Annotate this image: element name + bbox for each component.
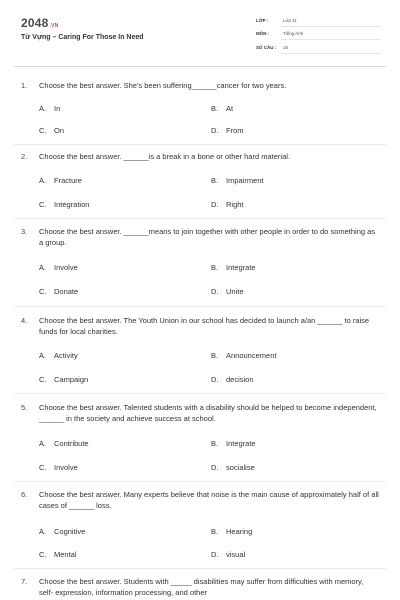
class-field: [256, 18, 380, 27]
question-number: 6.: [21, 490, 28, 499]
option-text: Activity: [54, 351, 78, 360]
option-letter: C.: [39, 550, 47, 559]
question-divider: [14, 218, 386, 219]
option-letter: A.: [39, 351, 47, 360]
option-letter: B.: [211, 263, 219, 272]
option-c[interactable]: [39, 126, 64, 135]
option-text: In: [54, 104, 61, 113]
question-text: Choose the best answer. ______is a break in a bone or other hard material.: [39, 152, 290, 161]
option-letter: C.: [39, 287, 47, 296]
subject-underline: [281, 39, 380, 40]
option-text: Involve: [54, 463, 78, 472]
option-letter: C.: [39, 375, 47, 384]
option-d[interactable]: [211, 375, 254, 384]
question-count-field: [256, 45, 380, 54]
option-letter: C.: [39, 200, 47, 209]
option-letter: D.: [211, 126, 219, 135]
option-a[interactable]: [39, 104, 60, 113]
option-b[interactable]: [211, 263, 256, 272]
option-text: visual: [226, 550, 246, 559]
logo-main-text: 2048: [21, 16, 49, 30]
question-number: 2.: [21, 152, 28, 161]
option-text: Right: [226, 200, 244, 209]
option-a[interactable]: [39, 527, 85, 536]
question-number: 1.: [21, 81, 28, 90]
option-letter: D.: [211, 287, 219, 296]
option-d[interactable]: [211, 463, 255, 472]
option-c[interactable]: [39, 463, 78, 472]
question-number: 3.: [21, 227, 28, 236]
option-text: Fracture: [54, 176, 82, 185]
question-number: 7.: [21, 577, 28, 586]
option-c[interactable]: [39, 550, 77, 559]
option-text: Mental: [54, 550, 77, 559]
option-text: Announcement: [226, 351, 277, 360]
option-letter: C.: [39, 463, 47, 472]
question-divider: [14, 481, 386, 482]
worksheet-title: Từ Vựng – Caring For Those In Need: [21, 34, 144, 41]
option-b[interactable]: [211, 527, 252, 536]
option-text: Unite: [226, 287, 244, 296]
option-text: From: [226, 126, 244, 135]
subject-label: MÔN :: [256, 31, 270, 36]
worksheet-header: [0, 0, 400, 64]
question-divider: [14, 306, 386, 307]
option-a[interactable]: [39, 263, 78, 272]
question-count-underline: [281, 53, 380, 54]
option-d[interactable]: [211, 550, 245, 559]
option-letter: B.: [211, 176, 219, 185]
subject-field: [256, 31, 380, 40]
option-letter: A.: [39, 527, 47, 536]
option-text: Integrate: [226, 263, 256, 272]
option-d[interactable]: [211, 200, 244, 209]
logo-suffix-text: .VN: [49, 23, 59, 29]
option-letter: D.: [211, 375, 219, 384]
class-label: LỚP :: [256, 18, 269, 23]
class-value: Lớp 11: [283, 18, 297, 23]
subject-value: Tiếng Anh: [283, 31, 304, 36]
option-text: Integrate: [226, 439, 256, 448]
option-b[interactable]: [211, 439, 256, 448]
option-text: decision: [226, 375, 254, 384]
option-text: Cognitive: [54, 527, 86, 536]
option-letter: B.: [211, 104, 219, 113]
option-text: Integration: [54, 200, 90, 209]
question-text: Choose the best answer. She's been suffering______cancer for two years.: [39, 81, 287, 90]
question-divider: [14, 144, 386, 145]
option-letter: D.: [211, 200, 219, 209]
option-b[interactable]: [211, 176, 264, 185]
option-text: socialise: [226, 463, 255, 472]
option-text: Donate: [54, 287, 79, 296]
option-letter: D.: [211, 550, 219, 559]
option-d[interactable]: [211, 126, 244, 135]
question-count-label: SỐ CÂU :: [256, 45, 277, 50]
question-number: 4.: [21, 316, 28, 325]
question-text: Choose the best answer. The Youth Union in our school has decided to launch a/an ______ to raise funds for local charities.: [39, 316, 370, 336]
option-letter: B.: [211, 439, 219, 448]
class-underline: [281, 26, 380, 27]
option-c[interactable]: [39, 287, 78, 296]
question-divider: [14, 393, 386, 394]
option-letter: B.: [211, 351, 219, 360]
option-text: Impairment: [226, 176, 264, 185]
question-divider: [14, 568, 386, 569]
option-b[interactable]: [211, 104, 233, 113]
option-text: Involve: [54, 263, 78, 272]
option-letter: C.: [39, 126, 47, 135]
option-letter: A.: [39, 439, 47, 448]
option-letter: A.: [39, 104, 47, 113]
site-logo[interactable]: [21, 16, 58, 30]
question-text: Choose the best answer. Students with _____ disabilities may suffer from difficulties with memory, self- expression, information processing, and other: [39, 577, 364, 597]
option-text: Hearing: [226, 527, 253, 536]
option-letter: A.: [39, 263, 47, 272]
header-divider: [14, 66, 386, 67]
option-text: At: [226, 104, 234, 113]
option-letter: D.: [211, 463, 219, 472]
option-letter: A.: [39, 176, 47, 185]
option-text: Campaign: [54, 375, 89, 384]
question-count-value: 15: [283, 45, 289, 50]
option-letter: B.: [211, 527, 219, 536]
question-number: 5.: [21, 403, 28, 412]
option-d[interactable]: [211, 287, 244, 296]
option-b[interactable]: [211, 351, 276, 360]
question-text: Choose the best answer. Many experts believe that noise is the main cause of approximately half of all cases of ______ loss.: [39, 490, 379, 510]
question-text: Choose the best answer. ______means to join together with other people in order to do something as a group.: [39, 227, 376, 247]
question-text: Choose the best answer. Talented students with a disability should be helped to become independent, ______ in the society and achieve success at school.: [39, 403, 377, 423]
option-a[interactable]: [39, 176, 82, 185]
option-a[interactable]: [39, 439, 89, 448]
option-c[interactable]: [39, 375, 88, 384]
option-a[interactable]: [39, 351, 78, 360]
option-text: Contribute: [54, 439, 89, 448]
option-c[interactable]: [39, 200, 89, 209]
option-text: On: [54, 126, 65, 135]
